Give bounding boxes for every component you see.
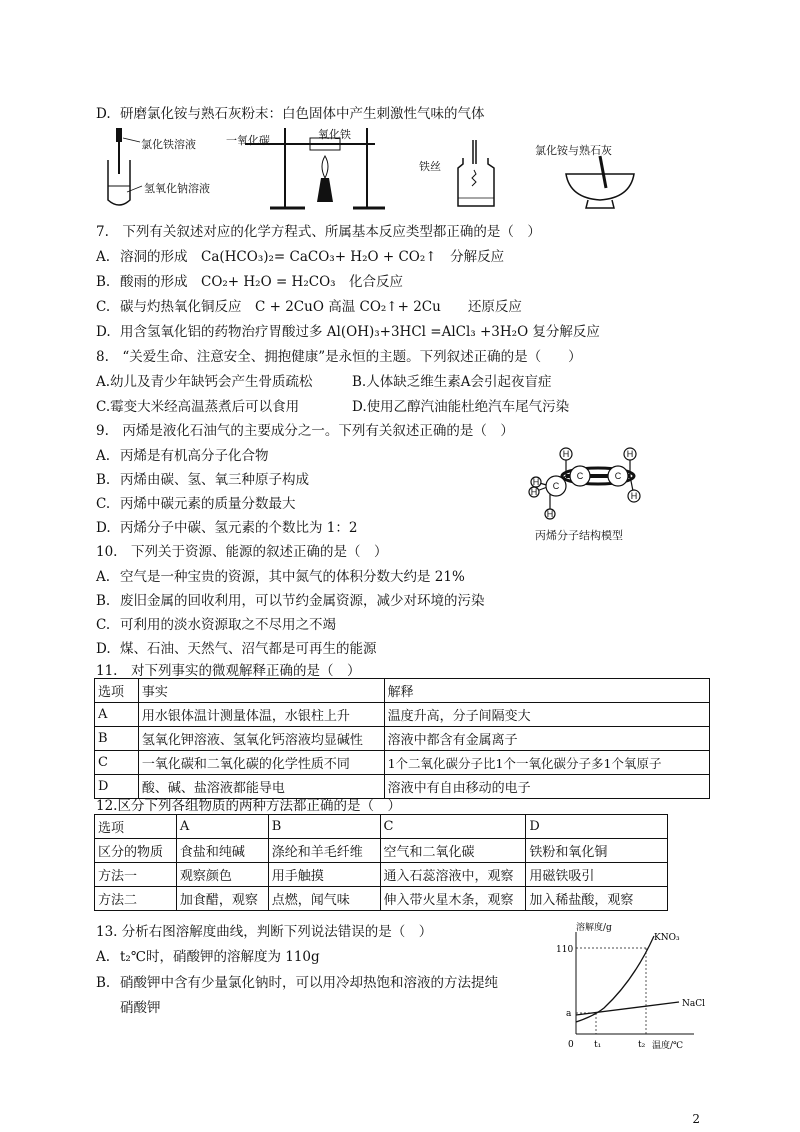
table-row: C 一氧化碳和二氧化碳的化学性质不同 1个二氧化碳分子比1个一氧化碳分子多1个氧原子 — [95, 751, 710, 775]
q7-option-c: C. 碳与灼热氧化铜反应 C + 2CuO 高温 CO₂↑+ 2Cu 还原反应 — [96, 299, 522, 315]
y-tick-110: 110 — [556, 945, 574, 955]
molecule-caption: 丙烯分子结构模型 — [535, 529, 623, 542]
q9-stem: 9. 丙烯是液化石油气的主要成分之一。下列有关叙述正确的是（ ） — [96, 423, 514, 439]
mortar-pestle-figure — [560, 150, 650, 210]
atom-h-4: H — [530, 487, 538, 497]
q13-option-b-continued: 硝酸钾 — [120, 1000, 161, 1016]
atom-c-2: C — [614, 471, 622, 481]
table-row: D 酸、碱、盐溶液都能导电 溶液中有自由移动的电子 — [95, 775, 710, 799]
series-label-kno3: KNO₃ — [654, 933, 680, 943]
page-number: 2 — [692, 1112, 700, 1126]
q12-stem: 12.区分下列各组物质的两种方法都正确的是（ ） — [96, 798, 401, 814]
q9-option-c: C. 丙烯中碳元素的质量分数最大 — [96, 496, 296, 512]
q12-table — [94, 814, 668, 911]
solubility-chart — [554, 922, 704, 1052]
figure-label-co: 一氧化碳 — [226, 134, 270, 147]
q7-option-d: D. 用含氢氧化铝的药物治疗胃酸过多 Al(OH)₃+3HCl =AlCl₃ +3H₂O 复分解反应 — [96, 324, 600, 340]
series-kno3-line — [576, 936, 654, 1022]
q10-stem: 10. 下列关于资源、能源的叙述正确的是（ ） — [96, 544, 388, 560]
figure-label-fe2o3: 氧化铁 — [318, 128, 351, 141]
atom-h-6: H — [546, 509, 554, 519]
q10-option-d: D. 煤、石油、天然气、沼气都是可再生的能源 — [96, 641, 377, 657]
table-row: 方法二 加食醋，观察 点燃，闻气味 伸入带火星木条，观察 加入稀盐酸，观察 — [95, 887, 668, 911]
table-row: A 用水银体温计测量体温，水银柱上升 温度升高，分子间隔变大 — [95, 703, 710, 727]
figure-label-iron-wire: 铁丝 — [419, 160, 441, 173]
q11-stem: 11. 对下列事实的微观解释正确的是（ ） — [96, 663, 361, 679]
q8-option-c: C.霉变大米经高温蒸煮后可以食用 — [96, 399, 300, 415]
q6-option-d: D. 研磨氯化铵与熟石灰粉末：白色固体中产生刺激性气味的气体 — [96, 106, 485, 122]
figure-label-naoh: 氢氧化钠溶液 — [144, 182, 210, 195]
series-nacl-line — [576, 1002, 679, 1015]
iron-wire-flask-figure — [418, 140, 508, 210]
atom-h-2: H — [626, 449, 634, 459]
table-row: 区分的物质 食盐和纯碱 涤纶和羊毛纤维 空气和二氧化碳 铁粉和氧化铜 — [95, 839, 668, 863]
figure-label-nh4cl-caoh2: 氯化铵与熟石灰 — [535, 144, 612, 157]
q9-option-b: B. 丙烯由碳、氢、氧三种原子构成 — [96, 472, 309, 488]
atom-h-5: H — [532, 477, 540, 487]
q13-option-a: A. t₂℃时，硝酸钾的溶解度为 110g — [96, 949, 320, 965]
x-axis-label: 温度/℃ — [652, 1041, 684, 1051]
q8-option-a: A.幼儿及青少年缺钙会产生骨质疏松 — [96, 374, 313, 390]
q11-table — [94, 678, 710, 799]
q9-option-a: A. 丙烯是有机高分子化合物 — [96, 448, 269, 464]
table-row: 方法一 观察颜色 用手触摸 通入石蕊溶液中，观察 用磁铁吸引 — [95, 863, 668, 887]
q7-option-a: A. 溶洞的形成 Ca(HCO₃)₂= CaCO₃+ H₂O + CO₂↑ 分解反应 — [96, 249, 505, 265]
atom-c-3: C — [552, 481, 560, 491]
y-axis-label: 溶解度/g — [576, 923, 612, 933]
q13-option-b: B. 硝酸钾中含有少量氯化钠时，可以用冷却热饱和溶液的方法提纯 — [96, 975, 498, 991]
table-row: 选项 A B C D — [95, 815, 668, 839]
q8-option-d: D.使用乙醇汽油能杜绝汽车尾气污染 — [352, 399, 570, 415]
table-row: B 氢氧化钾溶液、氢氧化钙溶液均显碱性 溶液中都含有金属离子 — [95, 727, 710, 751]
x-tick-t1: t₁ — [594, 1040, 602, 1050]
x-tick-t2: t₂ — [638, 1040, 646, 1050]
q7-stem: 7. 下列有关叙述对应的化学方程式、所属基本反应类型都正确的是（ ） — [96, 224, 541, 240]
q8-stem: 8. “关爱生命、注意安全、拥抱健康”是永恒的主题。下列叙述正确的是（ ） — [96, 349, 582, 365]
q13-stem: 13. 分析右图溶解度曲线，判断下列说法错误的是（ ） — [96, 924, 433, 940]
figure-label-fecl3: 氯化铁溶液 — [141, 138, 196, 151]
q10-option-a: A. 空气是一种宝贵的资源，其中氮气的体积分数大约是 21% — [96, 569, 465, 585]
q8-option-b: B.人体缺乏维生素A会引起夜盲症 — [352, 374, 552, 390]
atom-c-1: C — [576, 471, 584, 481]
y-tick-a: a — [566, 1009, 572, 1019]
q10-option-b: B. 废旧金属的回收利用，可以节约金属资源，减少对环境的污染 — [96, 593, 485, 609]
q7-option-b: B. 酸雨的形成 CO₂+ H₂O = H₂CO₃ 化合反应 — [96, 274, 404, 290]
table-header-row: 选项 事实 解释 — [95, 679, 710, 703]
q10-option-c: C. 可利用的淡水资源取之不尽用之不竭 — [96, 617, 336, 633]
atom-h-1: H — [562, 449, 570, 459]
x-tick-0: 0 — [568, 1040, 574, 1050]
atom-h-3: H — [630, 491, 638, 501]
propylene-molecule-model — [522, 442, 652, 532]
q9-option-d: D. 丙烯分子中碳、氢元素的个数比为 1：2 — [96, 520, 358, 536]
series-label-nacl: NaCl — [682, 999, 706, 1009]
